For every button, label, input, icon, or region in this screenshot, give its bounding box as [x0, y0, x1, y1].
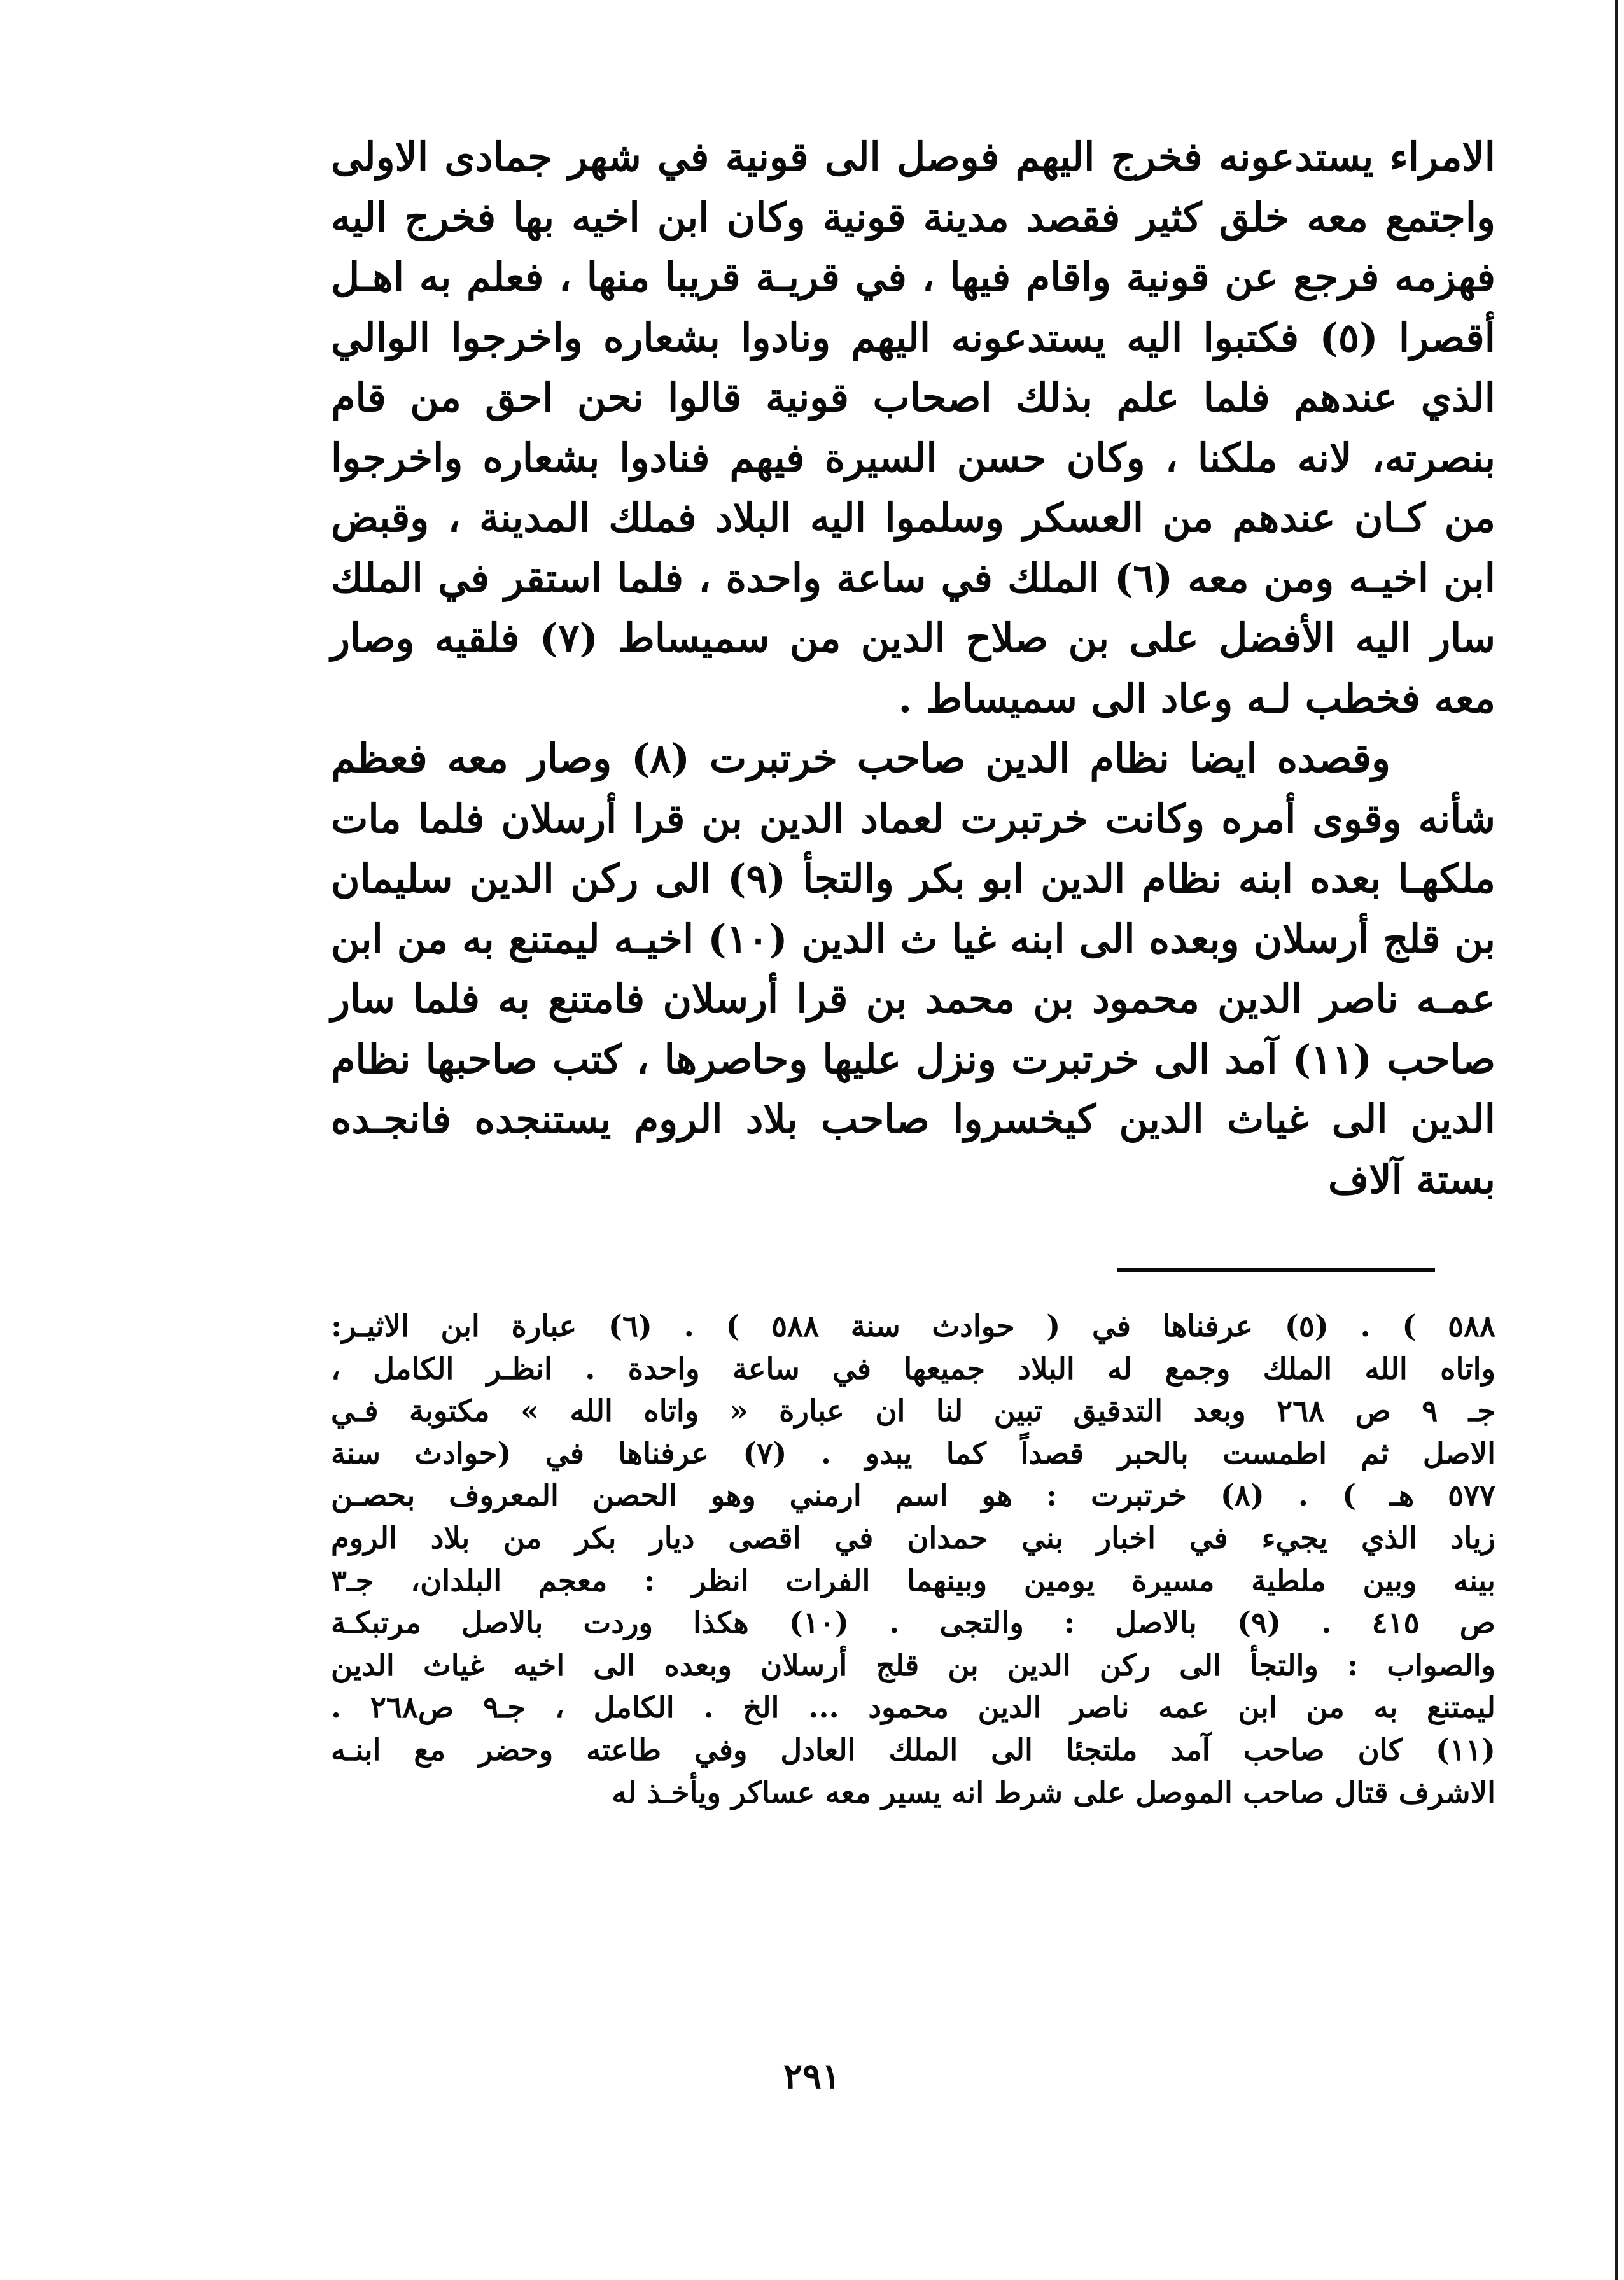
- footnotes: [331, 1305, 1495, 1814]
- footnote-line: ليمتنع به من ابن عمه ناصر الدين محمود ... الخ . الكامل ، جـ٩ ص٢٦٨ .: [331, 1689, 1495, 1725]
- book-page: [331, 127, 1495, 1814]
- page-number: ٢٩١: [783, 2055, 841, 2097]
- footnote-line: والصواب : والتجأ الى ركن الدين بن قلج أرسلان وبعده الى اخيه غياث الدين: [331, 1647, 1495, 1682]
- footnote-line: الاشرف قتال صاحب الموصل على شرط انه يسير معه عساكر ويأخـذ له: [612, 1774, 1495, 1810]
- footnote-line: ص ٤١٥ . (٩) بالاصل : والتجى . (١٠) هكذا وردت بالاصل مرتبكـة: [331, 1605, 1495, 1640]
- paragraph-1: الامراء يستدعونه فخرج اليهم فوصل الى قونية في شهر جمادى الاولى واجتمع معه خلق كثير فقصد مدينة قونية وكان ابن اخيه بها فخرج اليه فهزمه فرجع عن قونية واقام فيها ، في قريـة قريبا منها ، فعلم به اهـل أقصرا (٥) فكتبوا اليه يستدعونه اليهم ونادوا بشعاره واخرجوا الوالي الذي عندهم فلما علم بذلك اصحاب قونية قالوا نحن احق من قام بنصرته، لانه ملكنا ، وكان حسن السيرة فيهم فنادوا بشعاره واخرجوا من كـان عندهم من العسكر وسلموا اليه البلاد فملك المدينة ، وقبض ابن اخيـه ومن معه (٦) الملك في ساعة واحدة ، فلما استقر في الملك سار اليه الأفضل على بن صلاح الدين من سميساط (٧) فلقيه وصار معه فخطب لـه وعاد الى سميساط .: [331, 134, 1496, 722]
- main-text: [331, 127, 1495, 1210]
- footnote-line: الاصل ثم اطمست بالحبر قصداً كما يبدو . (٧) عرفناها في (حوادث سنة: [331, 1435, 1495, 1471]
- footnote-line: ٥٧٧ هـ ) . (٨) خرتبرت : هو اسم ارمني وهو الحصن المعروف بحصـن: [331, 1478, 1496, 1513]
- footnote-line: زياد الذي يجيء في اخبار بني حمدان في اقصى ديار بكر من بلاد الروم: [331, 1520, 1495, 1555]
- footnote-line: بينه وبين ملطية مسيرة يومين وبينهما الفرات انظر : معجم البلدان، جـ٣: [331, 1562, 1495, 1598]
- footnote-line: جـ ٩ ص ٢٦٨ وبعد التدقيق تبين لنا ان عبارة « واتاه الله » مكتوبة فـي: [331, 1393, 1495, 1429]
- footnote-line: ٥٨٨ ) . (٥) عرفناها في ( حوادث سنة ٥٨٨ ) . (٦) عبارة ابن الاثيـر:: [331, 1308, 1495, 1343]
- page-edge-rule: [1615, 0, 1618, 2280]
- footnote-line: واتاه الله الملك وجمع له البلاد جميعها في ساعة واحدة . انظـر الكامل ،: [331, 1350, 1495, 1386]
- footnote-line: (١١) كان صاحب آمد ملتجئا الى الملك العادل وفي طاعته وحضر مع ابنـه: [331, 1731, 1495, 1767]
- paragraph-2: وقصده ايضا نظام الدين صاحب خرتبرت (٨) وصار معه فعظم شأنه وقوى أمره وكانت خرتبرت لعماد الدين بن قرا أرسلان فلما مات ملكهـا بعده ابنه نظام الدين ابو بكر والتجأ (٩) الى ركن الدين سليمان بن قلج أرسلان وبعده الى ابنه غيا ث الدين (١٠) اخيـه ليمتنع به من ابن عمـه ناصر الدين محمود بن محمد بن قرا أرسلان فامتنع به فلما سار صاحب (١١) آمد الى خرتبرت ونزل عليها وحاصرها ، كتب صاحبها نظام الدين الى غياث الدين كيخسروا صاحب بلاد الروم يستنجده فانجـده بستة آلاف: [331, 735, 1495, 1203]
- footnote-separator: [1117, 1268, 1435, 1272]
